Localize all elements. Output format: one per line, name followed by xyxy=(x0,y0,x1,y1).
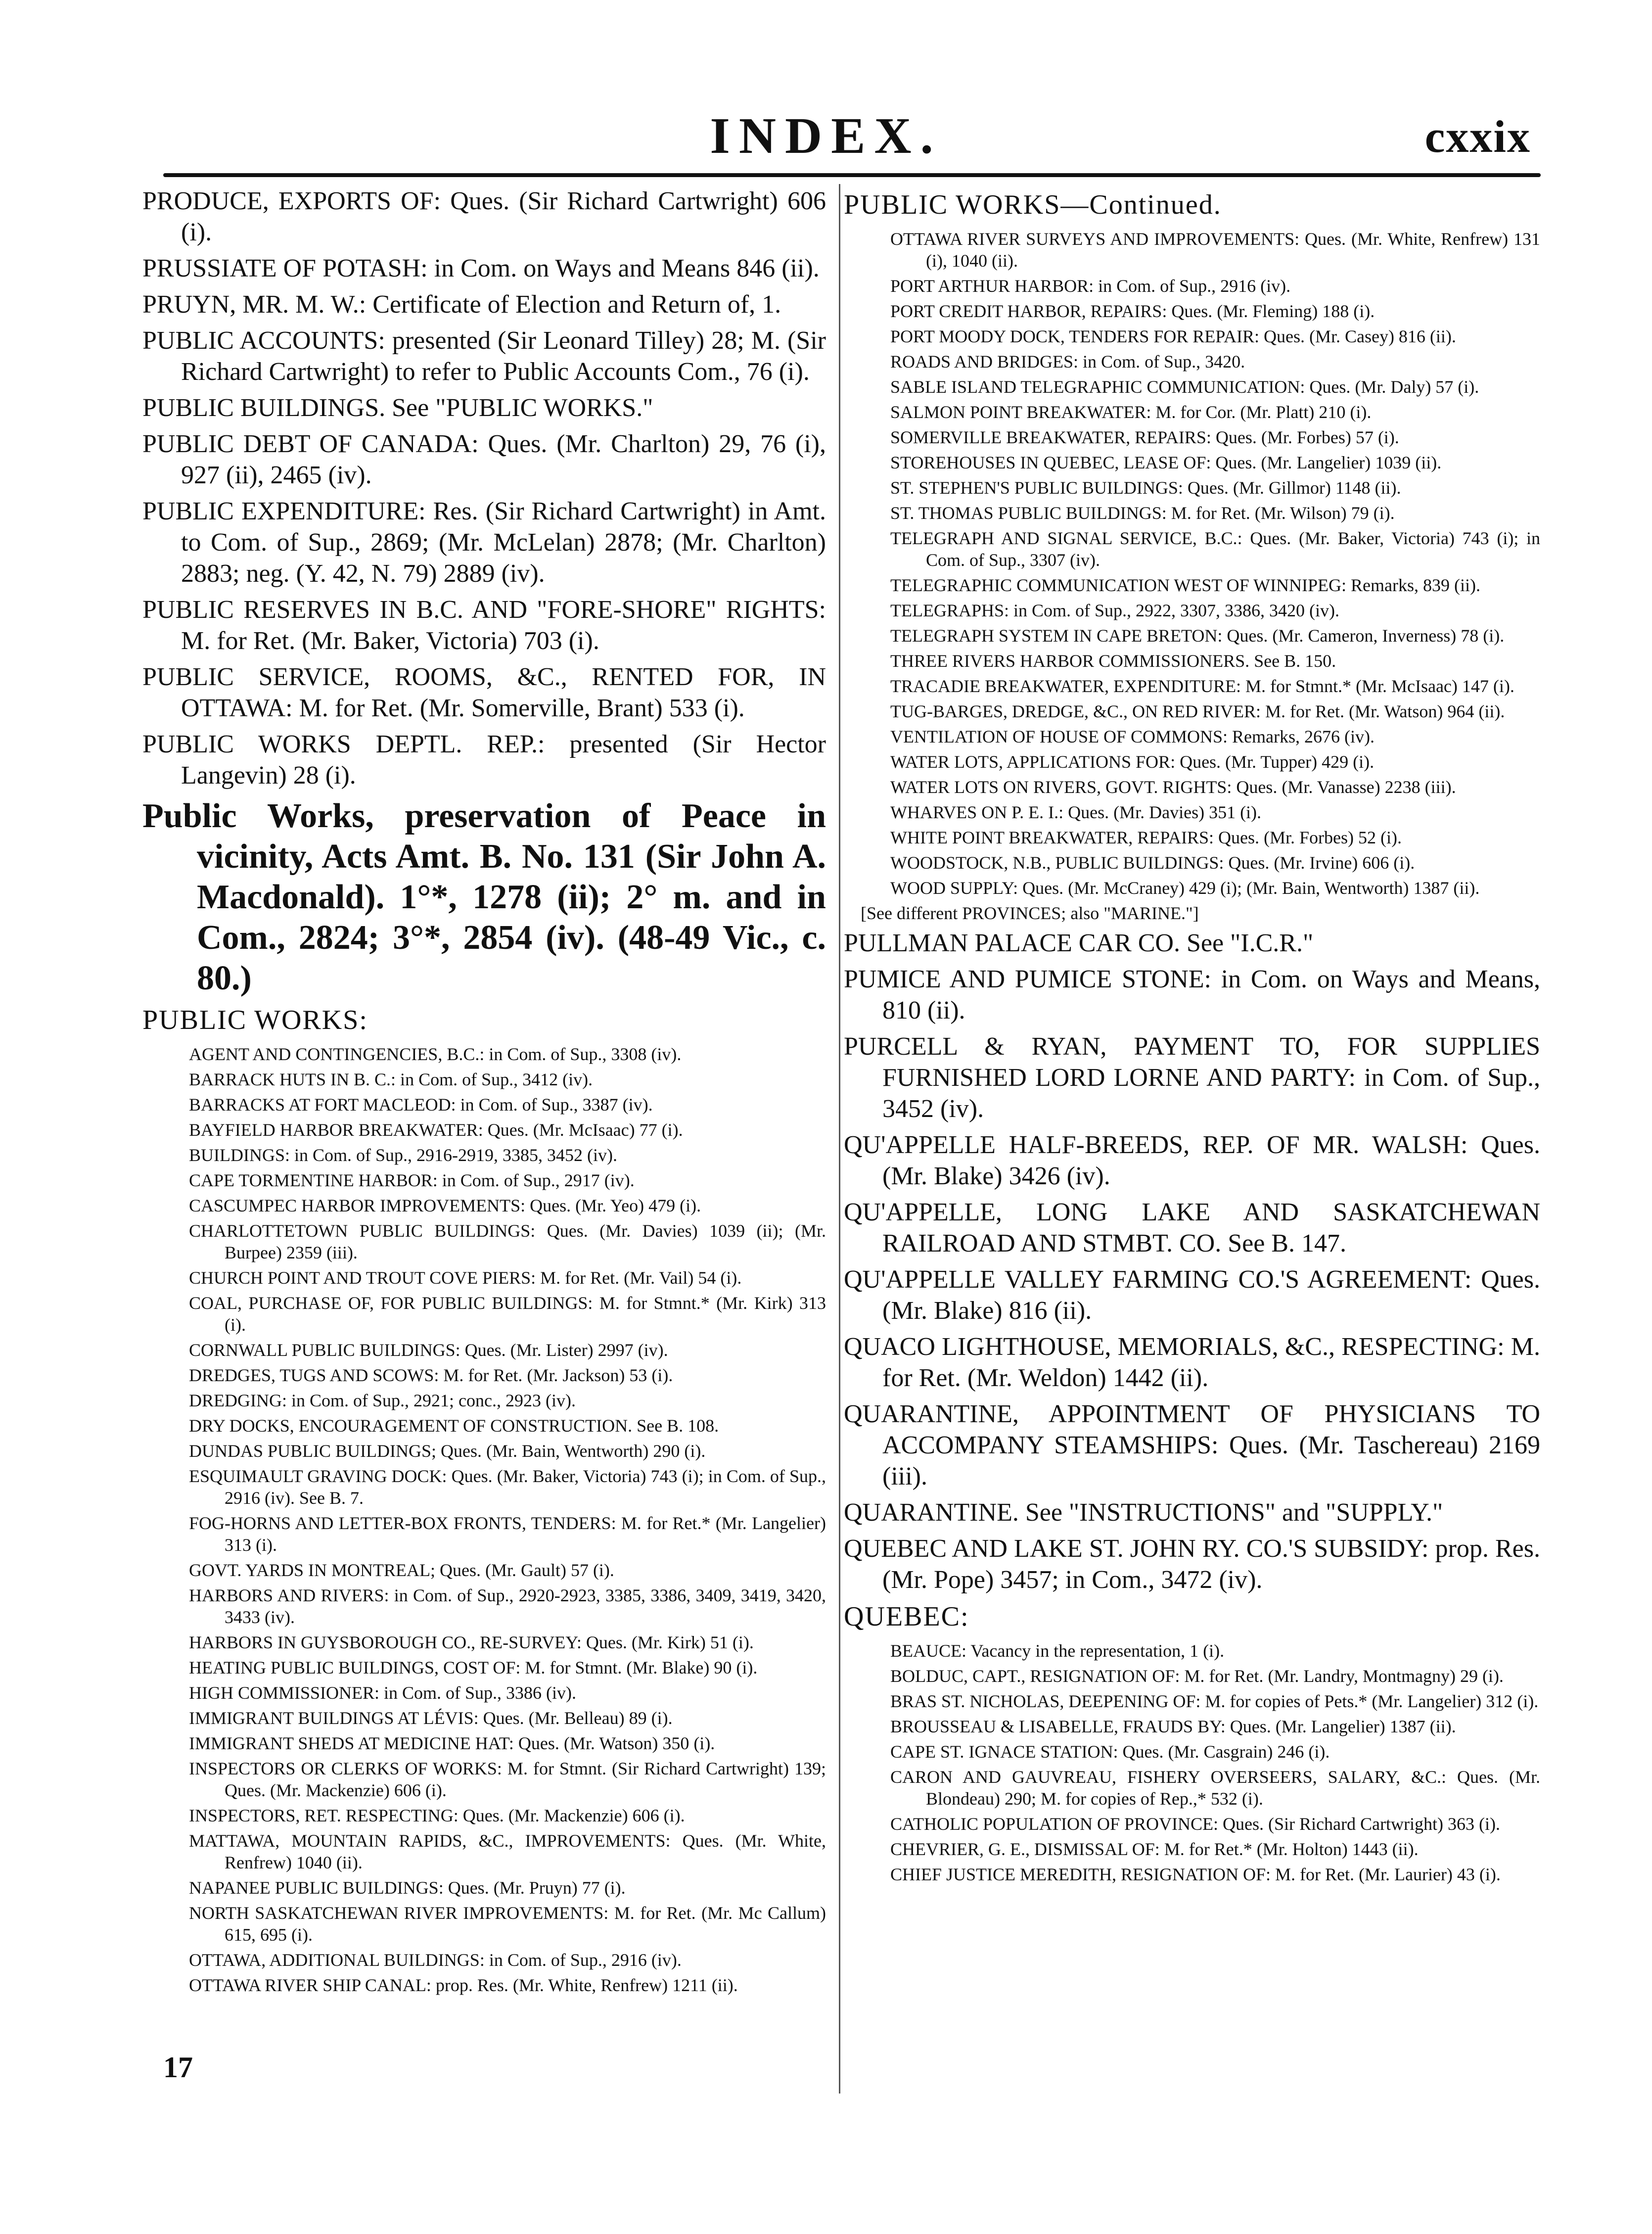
header-rule xyxy=(163,173,1541,177)
list-item: SOMERVILLE BREAKWATER, REPAIRS: Ques. (Mr. Forbes) 57 (i). xyxy=(890,427,1399,447)
continued-heading: PUBLIC WORKS—Continued. xyxy=(844,189,1222,220)
list-item: WHARVES ON P. E. I.: Ques. (Mr. Davies) 351 (i). xyxy=(890,802,1262,822)
list-item: BOLDUC, CAPT., RESIGNATION OF: M. for Ret. (Mr. Landry, Montmagny) 29 (i). xyxy=(890,1666,1504,1686)
index-entry: PUBLIC SERVICE, ROOMS, &C., RENTED FOR, IN OTTAWA: M. for Ret. (Mr. Somerville, Brant) 533 (i). xyxy=(142,663,826,722)
list-item: WHITE POINT BREAKWATER, REPAIRS: Ques. (Mr. Forbes) 52 (i). xyxy=(890,828,1402,847)
list-item: INSPECTORS OR CLERKS OF WORKS: M. for Stmnt. (Sir Richard Cartwright) 139; Ques. (Mr. Mackenzie) 606 (i). xyxy=(189,1759,826,1800)
index-entry: QUEBEC AND LAKE ST. JOHN RY. CO.'S SUBSIDY: prop. Res. (Mr. Pope) 3457; in Com., 3472 (iv). xyxy=(844,1535,1540,1594)
list-item: CATHOLIC POPULATION OF PROVINCE: Ques. (Sir Richard Cartwright) 363 (i). xyxy=(890,1814,1500,1834)
list-item: CASCUMPEC HARBOR IMPROVEMENTS: Ques. (Mr. Yeo) 479 (i). xyxy=(189,1196,701,1215)
list-item: NAPANEE PUBLIC BUILDINGS: Ques. (Mr. Pruyn) 77 (i). xyxy=(189,1878,626,1898)
index-entry: PURCELL & RYAN, PAYMENT TO, FOR SUPPLIES FURNISHED LORD LORNE AND PARTY: in Com. of Sup., 3452 (iv). xyxy=(844,1032,1540,1123)
index-entry: PUBLIC EXPENDITURE: Res. (Sir Richard Cartwright) in Amt. to Com. of Sup., 2869; (Mr. McLelan) 2878; (Mr. Charlton) 2883; neg. (Y. 42, N. 79) 2889 (iv). xyxy=(142,497,826,588)
list-item: TUG-BARGES, DREDGE, &C., ON RED RIVER: M. for Ret. (Mr. Watson) 964 (ii). xyxy=(890,701,1505,721)
list-item: AGENT AND CONTINGENCIES, B.C.: in Com. of Sup., 3308 (iv). xyxy=(189,1044,682,1064)
index-entry: PRODUCE, EXPORTS OF: Ques. (Sir Richard Cartwright) 606 (i). xyxy=(142,187,826,246)
list-item: PORT MOODY DOCK, TENDERS FOR REPAIR: Ques. (Mr. Casey) 816 (ii). xyxy=(890,326,1456,346)
list-item: HEATING PUBLIC BUILDINGS, COST OF: M. for Stmnt. (Mr. Blake) 90 (i). xyxy=(189,1658,758,1677)
index-entry: PUBLIC WORKS DEPTL. REP.: presented (Sir Hector Langevin) 28 (i). xyxy=(142,730,826,790)
quebec-list xyxy=(844,1640,1540,1885)
list-item: HARBORS AND RIVERS: in Com. of Sup., 2920-2923, 3385, 3386, 3409, 3419, 3420, 3433 (iv). xyxy=(189,1585,826,1627)
list-item: CAPE ST. IGNACE STATION: Ques. (Mr. Casgrain) 246 (i). xyxy=(890,1742,1330,1762)
index-entry: QUACO LIGHTHOUSE, MEMORIALS, &C., RESPECTING: M. for Ret. (Mr. Weldon) 1442 (ii). xyxy=(844,1333,1540,1392)
list-item: OTTAWA RIVER SHIP CANAL: prop. Res. (Mr. White, Renfrew) 1211 (ii). xyxy=(189,1975,738,1995)
list-item: OTTAWA, ADDITIONAL BUILDINGS: in Com. of Sup., 2916 (iv). xyxy=(189,1950,682,1970)
list-item: TELEGRAPHIC COMMUNICATION WEST OF WINNIPEG: Remarks, 839 (ii). xyxy=(890,575,1480,595)
list-item: BAYFIELD HARBOR BREAKWATER: Ques. (Mr. McIsaac) 77 (i). xyxy=(189,1120,683,1140)
list-item: ST. STEPHEN'S PUBLIC BUILDINGS: Ques. (Mr. Gillmor) 1148 (ii). xyxy=(890,478,1401,498)
page-title: INDEX. xyxy=(710,107,942,164)
list-item: CAPE TORMENTINE HARBOR: in Com. of Sup., 2917 (iv). xyxy=(189,1170,635,1190)
list-item: CARON AND GAUVREAU, FISHERY OVERSEERS, SALARY, &C.: Ques. (Mr. Blondeau) 290; M. for copies of Rep.,* 532 (i). xyxy=(890,1767,1540,1809)
list-item: DREDGES, TUGS AND SCOWS: M. for Ret. (Mr. Jackson) 53 (i). xyxy=(189,1365,673,1385)
list-item: TELEGRAPH AND SIGNAL SERVICE, B.C.: Ques. (Mr. Baker, Victoria) 743 (i); in Com. of Sup., 3307 (iv). xyxy=(890,528,1540,570)
index-entry: PUMICE AND PUMICE STONE: in Com. on Ways and Means, 810 (ii). xyxy=(844,965,1540,1024)
list-item: BRAS ST. NICHOLAS, DEEPENING OF: M. for copies of Pets.* (Mr. Langelier) 312 (i). xyxy=(890,1691,1539,1711)
list-item: CHIEF JUSTICE MEREDITH, RESIGNATION OF: M. for Ret. (Mr. Laurier) 43 (i). xyxy=(890,1864,1501,1884)
column-divider xyxy=(839,184,840,2094)
list-item: CHEVRIER, G. E., DISMISSAL OF: M. for Ret.* (Mr. Holton) 1443 (ii). xyxy=(890,1839,1419,1859)
index-entry: PUBLIC BUILDINGS. See "PUBLIC WORKS." xyxy=(142,394,653,422)
page-folio: cxxix xyxy=(1424,111,1531,162)
index-entry: PRUYN, MR. M. W.: Certificate of Election and Return of, 1. xyxy=(142,290,781,319)
list-item: ESQUIMAULT GRAVING DOCK: Ques. (Mr. Baker, Victoria) 743 (i); in Com. of Sup., 2916 (iv). See B. 7. xyxy=(189,1466,826,1508)
index-entry: QU'APPELLE, LONG LAKE AND SASKATCHEWAN RAILROAD AND STMBT. CO. See B. 147. xyxy=(844,1198,1540,1257)
index-entry: PUBLIC ACCOUNTS: presented (Sir Leonard Tilley) 28; M. (Sir Richard Cartwright) to refer to Public Accounts Com., 76 (i). xyxy=(142,326,826,386)
section-heading: PUBLIC WORKS: xyxy=(142,1005,368,1035)
index-entry: PULLMAN PALACE CAR CO. See "I.C.R." xyxy=(844,929,1314,957)
list-item: WATER LOTS ON RIVERS, GOVT. RIGHTS: Ques. (Mr. Vanasse) 2238 (iii). xyxy=(890,777,1456,797)
list-item: BROUSSEAU & LISABELLE, FRAUDS BY: Ques. (Mr. Langelier) 1387 (ii). xyxy=(890,1717,1456,1736)
list-item: BUILDINGS: in Com. of Sup., 2916-2919, 3385, 3452 (iv). xyxy=(189,1145,617,1165)
list-item: HARBORS IN GUYSBOROUGH CO., RE-SURVEY: Ques. (Mr. Kirk) 51 (i). xyxy=(189,1632,754,1652)
list-item: SABLE ISLAND TELEGRAPHIC COMMUNICATION: Ques. (Mr. Daly) 57 (i). xyxy=(890,377,1479,397)
list-item: MATTAWA, MOUNTAIN RAPIDS, &C., IMPROVEMENTS: Ques. (Mr. White, Renfrew) 1040 (ii). xyxy=(189,1831,826,1872)
quebec-heading: QUEBEC: xyxy=(844,1601,969,1632)
index-entry: PUBLIC RESERVES IN B.C. AND "FORE-SHORE" RIGHTS: M. for Ret. (Mr. Baker, Victoria) 703 (i). xyxy=(142,596,826,655)
public-works-continued-list xyxy=(844,228,1540,899)
list-item: CORNWALL PUBLIC BUILDINGS: Ques. (Mr. Lister) 2997 (iv). xyxy=(189,1340,668,1360)
list-item: TELEGRAPH SYSTEM IN CAPE BRETON: Ques. (Mr. Cameron, Inverness) 78 (i). xyxy=(890,626,1505,646)
list-item: STOREHOUSES IN QUEBEC, LEASE OF: Ques. (Mr. Langelier) 1039 (ii). xyxy=(890,453,1442,472)
list-item: DREDGING: in Com. of Sup., 2921; conc., 2923 (iv). xyxy=(189,1391,576,1410)
signature-mark: 17 xyxy=(163,2051,193,2084)
list-item: PORT ARTHUR HARBOR: in Com. of Sup., 2916 (iv). xyxy=(890,276,1291,296)
list-item: BEAUCE: Vacancy in the representation, 1 (i). xyxy=(890,1641,1225,1661)
list-item: NORTH SASKATCHEWAN RIVER IMPROVEMENTS: M. for Ret. (Mr. Mc Callum) 615, 695 (i). xyxy=(189,1903,826,1945)
index-entry: QU'APPELLE HALF-BREEDS, REP. OF MR. WALSH: Ques. (Mr. Blake) 3426 (iv). xyxy=(844,1131,1540,1190)
right-column xyxy=(844,186,1540,1889)
list-item: GOVT. YARDS IN MONTREAL; Ques. (Mr. Gault) 57 (i). xyxy=(189,1560,614,1580)
list-item: ST. THOMAS PUBLIC BUILDINGS: M. for Ret. (Mr. Wilson) 79 (i). xyxy=(890,503,1395,523)
list-item: IMMIGRANT BUILDINGS AT LÉVIS: Ques. (Mr. Belleau) 89 (i). xyxy=(189,1708,673,1728)
list-item: VENTILATION OF HOUSE OF COMMONS: Remarks, 2676 (iv). xyxy=(890,727,1375,746)
list-item: TRACADIE BREAKWATER, EXPENDITURE: M. for Stmnt.* (Mr. McIsaac) 147 (i). xyxy=(890,676,1514,696)
list-item: SALMON POINT BREAKWATER: M. for Cor. (Mr. Platt) 210 (i). xyxy=(890,402,1372,422)
list-item: DUNDAS PUBLIC BUILDINGS; Ques. (Mr. Bain, Wentworth) 290 (i). xyxy=(189,1441,706,1461)
index-entry: QU'APPELLE VALLEY FARMING CO.'S AGREEMENT: Ques. (Mr. Blake) 816 (ii). xyxy=(844,1265,1540,1325)
list-item: WOOD SUPPLY: Ques. (Mr. McCraney) 429 (i); (Mr. Bain, Wentworth) 1387 (ii). xyxy=(890,878,1480,898)
list-item: OTTAWA RIVER SURVEYS AND IMPROVEMENTS: Ques. (Mr. White, Renfrew) 131 (i), 1040 (ii). xyxy=(890,229,1540,271)
list-item: COAL, PURCHASE OF, FOR PUBLIC BUILDINGS: M. for Stmnt.* (Mr. Kirk) 313 (i). xyxy=(189,1293,826,1335)
index-entry: QUARANTINE, APPOINTMENT OF PHYSICIANS TO ACCOMPANY STEAMSHIPS: Ques. (Mr. Taschereau) 2169 (iii). xyxy=(844,1400,1540,1490)
list-item: DRY DOCKS, ENCOURAGEMENT OF CONSTRUCTION. See B. 108. xyxy=(189,1416,719,1436)
see-also-note: [See different PROVINCES; also "MARINE."] xyxy=(861,903,1199,923)
list-item: INSPECTORS, RET. RESPECTING: Ques. (Mr. Mackenzie) 606 (i). xyxy=(189,1806,685,1825)
list-item: ROADS AND BRIDGES: in Com. of Sup., 3420. xyxy=(890,352,1245,372)
page-header xyxy=(0,106,1652,171)
list-item: IMMIGRANT SHEDS AT MEDICINE HAT: Ques. (Mr. Watson) 350 (i). xyxy=(189,1733,715,1753)
list-item: CHARLOTTETOWN PUBLIC BUILDINGS: Ques. (Mr. Davies) 1039 (ii); (Mr. Burpee) 2359 (iii). xyxy=(189,1221,826,1262)
index-entry: PUBLIC DEBT OF CANADA: Ques. (Mr. Charlton) 29, 76 (i), 927 (ii), 2465 (iv). xyxy=(142,430,826,489)
list-item: PORT CREDIT HARBOR, REPAIRS: Ques. (Mr. Fleming) 188 (i). xyxy=(890,301,1375,321)
list-item: BARRACK HUTS IN B. C.: in Com. of Sup., 3412 (iv). xyxy=(189,1070,593,1089)
list-item: FOG-HORNS AND LETTER-BOX FRONTS, TENDERS: M. for Ret.* (Mr. Langelier) 313 (i). xyxy=(189,1513,826,1555)
list-item: HIGH COMMISSIONER: in Com. of Sup., 3386 (iv). xyxy=(189,1683,577,1703)
list-item: TELEGRAPHS: in Com. of Sup., 2922, 3307, 3386, 3420 (iv). xyxy=(890,601,1340,620)
list-item: WATER LOTS, APPLICATIONS FOR: Ques. (Mr. Tupper) 429 (i). xyxy=(890,752,1375,772)
list-item: THREE RIVERS HARBOR COMMISSIONERS. See B. 150. xyxy=(890,651,1336,671)
bill-entry: Public Works, preservation of Peace in vicinity, Acts Amt. B. No. 131 (Sir John A. Macdonald). 1°*, 1278 (ii); 2° m. and in Com., 2824; 3°*, 2854 (iv). (48-49 Vic., c. 80.) xyxy=(142,797,826,997)
list-item: BARRACKS AT FORT MACLEOD: in Com. of Sup., 3387 (iv). xyxy=(189,1095,653,1115)
index-entry: QUARANTINE. See "INSTRUCTIONS" and "SUPPLY." xyxy=(844,1498,1443,1527)
list-item: CHURCH POINT AND TROUT COVE PIERS: M. for Ret. (Mr. Vail) 54 (i). xyxy=(189,1268,742,1288)
list-item: WOODSTOCK, N.B., PUBLIC BUILDINGS: Ques. (Mr. Irvine) 606 (i). xyxy=(890,853,1415,873)
index-entry: PRUSSIATE OF POTASH: in Com. on Ways and Means 846 (ii). xyxy=(142,254,820,282)
public-works-list xyxy=(142,1043,826,1996)
left-column xyxy=(142,186,826,2000)
